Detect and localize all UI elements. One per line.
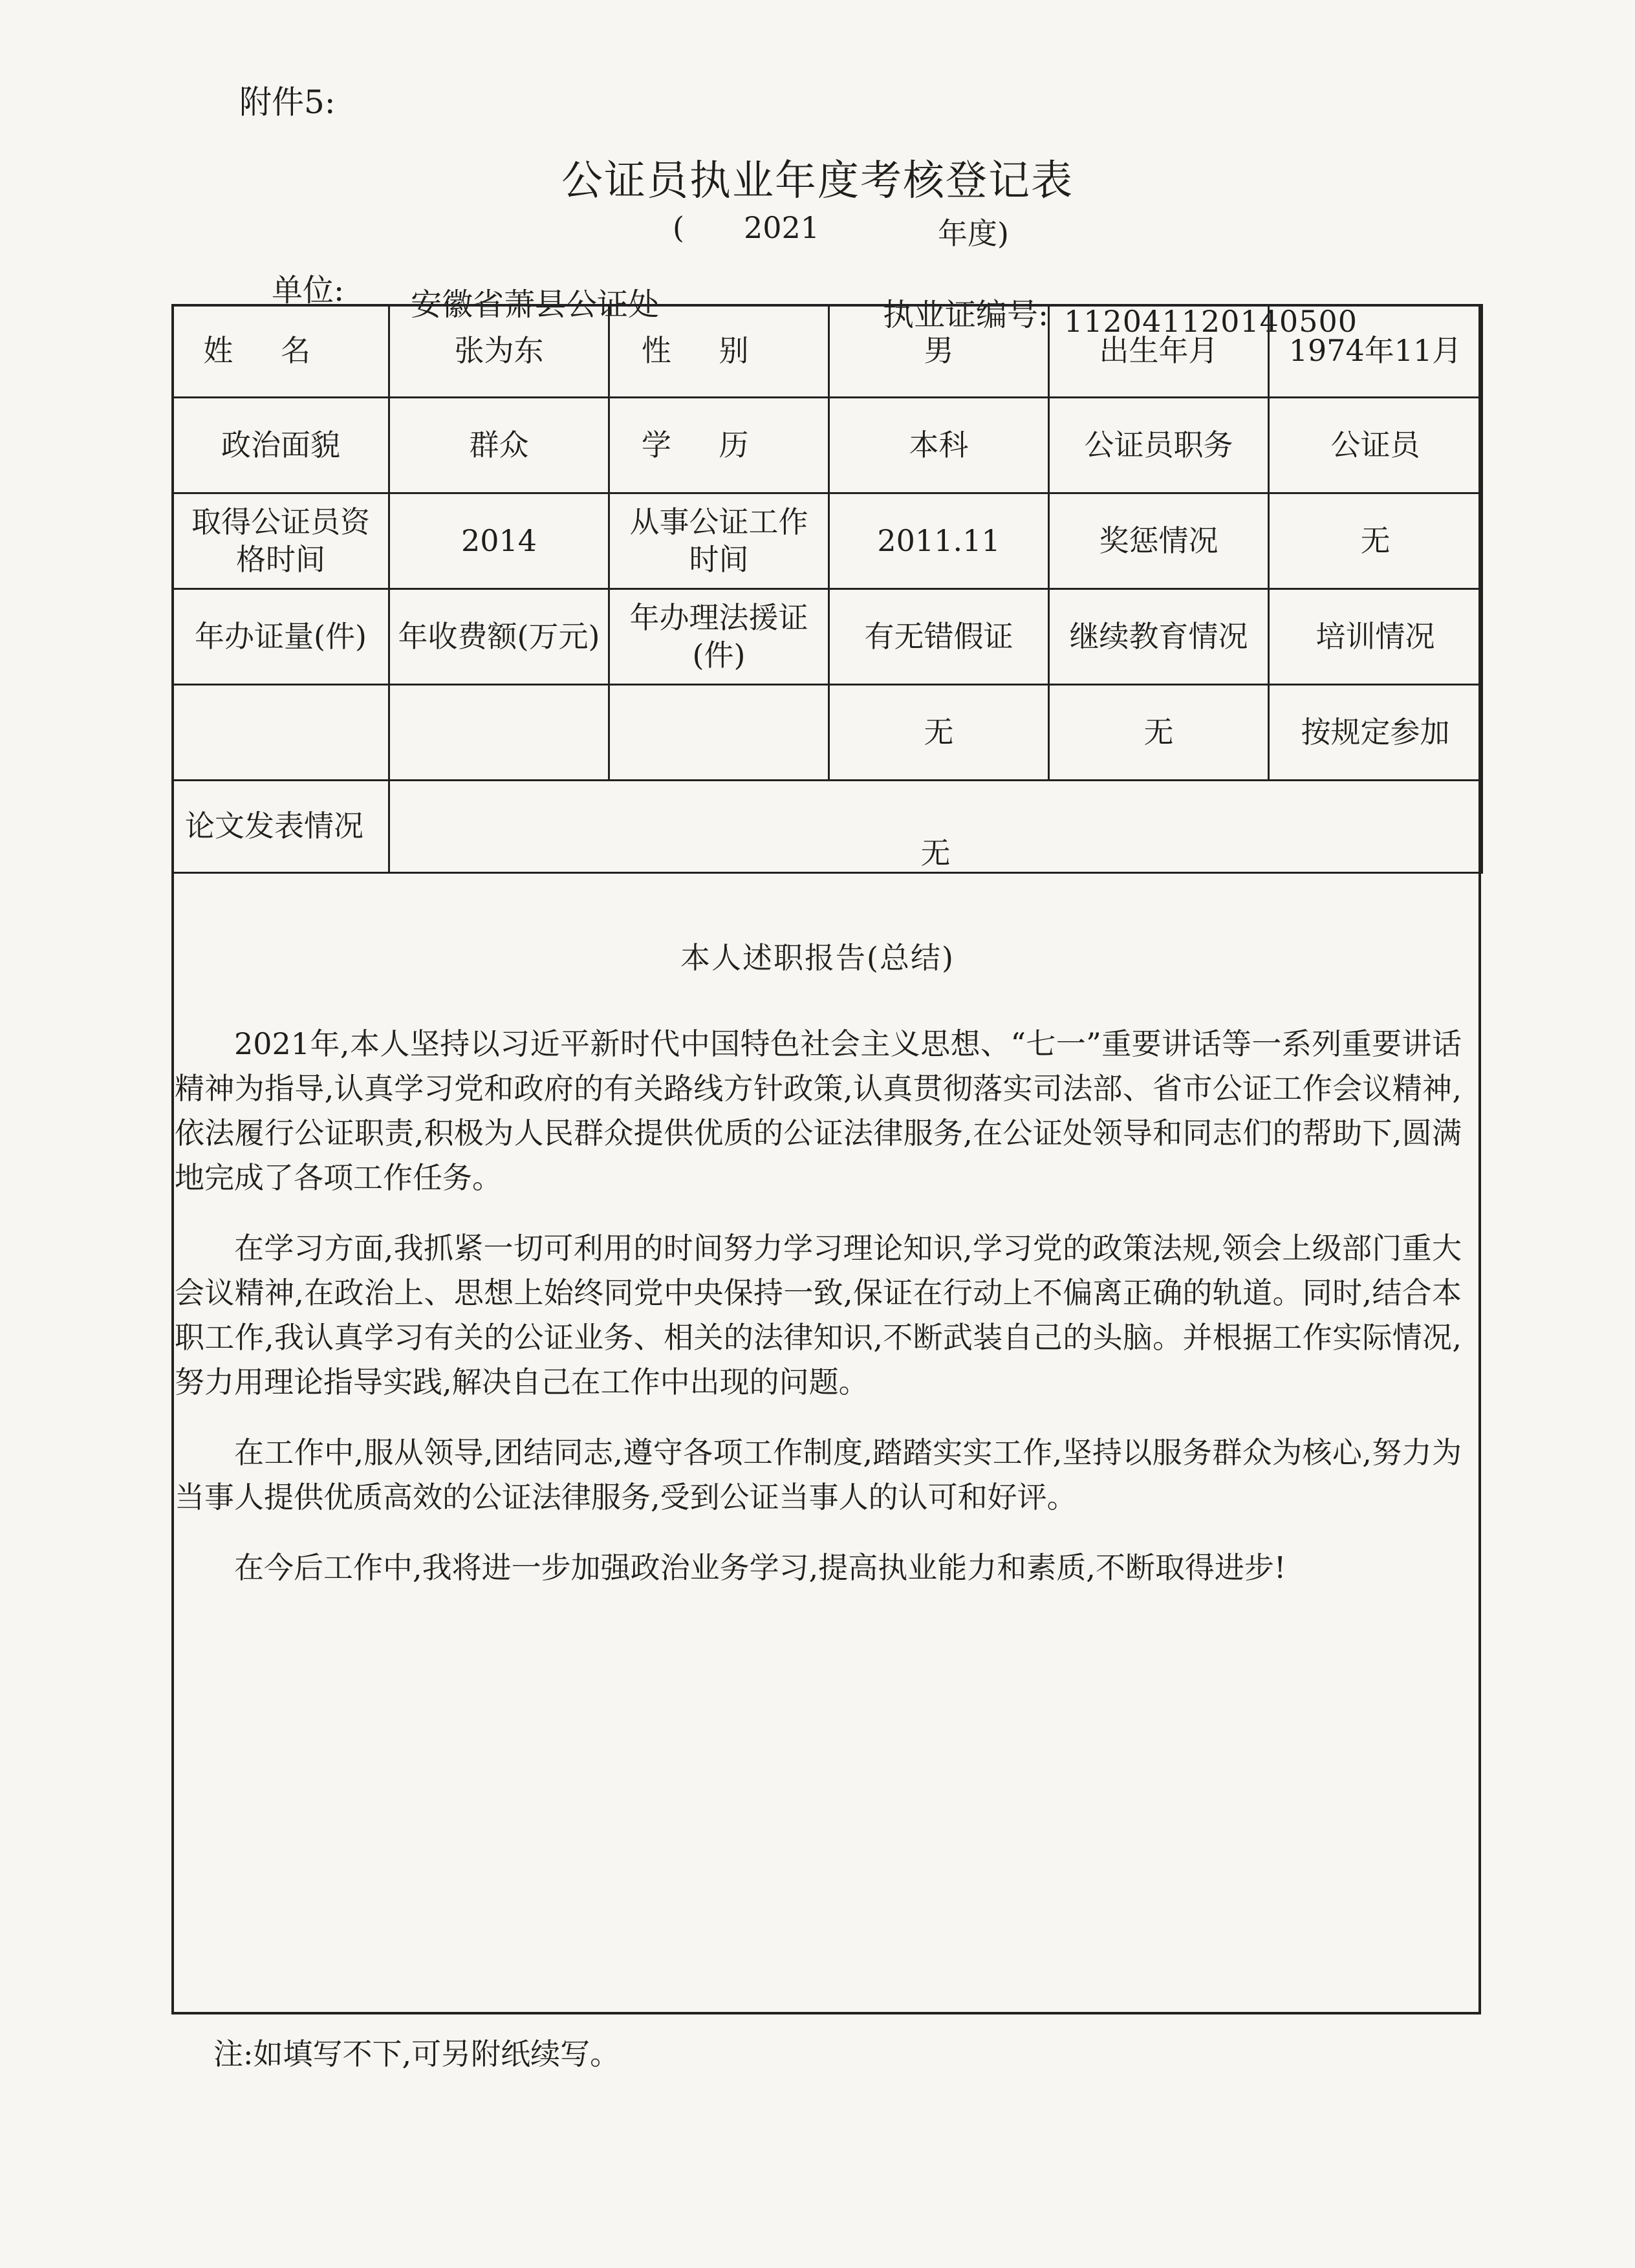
name-label: 姓名 — [173, 305, 389, 398]
table-row — [173, 305, 1482, 398]
position-label: 公证员职务 — [1049, 398, 1269, 493]
annual-fees-value — [389, 685, 609, 781]
rewards-value: 无 — [1269, 493, 1482, 589]
education-value: 本科 — [829, 398, 1049, 493]
work-start-label: 从事公证工作时间 — [609, 493, 829, 589]
table-row — [173, 589, 1482, 685]
education-status-value: 无 — [1049, 685, 1269, 781]
unit-value: 安徽省萧县公证处 — [411, 286, 660, 323]
birth-label: 出生年月 — [1049, 305, 1269, 398]
position-value: 公证员 — [1269, 398, 1482, 493]
footer-note: 注:如填写不下,可另附纸续写。 — [213, 2036, 620, 2071]
false-cert-value: 无 — [829, 685, 1049, 781]
gender-value: 男 — [829, 305, 1049, 398]
table-row — [173, 781, 1482, 873]
gender-label: 性别 — [609, 305, 829, 398]
legal-aid-value — [609, 685, 829, 781]
year-open-paren: ( — [673, 210, 684, 245]
political-status-value: 群众 — [389, 398, 609, 493]
legal-aid-label: 年办理法援证(件) — [609, 589, 829, 685]
rewards-label: 奖惩情况 — [1049, 493, 1269, 589]
training-value: 按规定参加 — [1269, 685, 1482, 781]
political-status-label: 政治面貌 — [173, 398, 389, 493]
info-table — [171, 304, 1483, 874]
training-label: 培训情况 — [1269, 589, 1482, 685]
year-suffix: 年度) — [938, 216, 1009, 251]
annual-fees-label: 年收费额(万元) — [389, 589, 609, 685]
table-row — [173, 493, 1482, 589]
table-row — [173, 398, 1482, 493]
report-heading: 本人述职报告(总结) — [680, 940, 955, 975]
report-paragraph: 2021年,本人坚持以习近平新时代中国特色社会主义思想、“七一”重要讲话等一系列重要讲话精神为指导,认真学习党和政府的有关路线方针政策,认真贯彻落实司法部、省市公证工作会议精神,依法履行公证职责,积极为人民群众提供优质的公证法律服务,在公证处领导和同志们的帮助下,圆满地完成了各项工作任务。 — [175, 1026, 1462, 1195]
table-row — [173, 685, 1482, 781]
report-paragraph: 在工作中,服从领导,团结同志,遵守各项工作制度,踏踏实实工作,坚持以服务群众为核心,努力为当事人提供优质高效的公证法律服务,受到公证当事人的认可和好评。 — [175, 1435, 1462, 1515]
report-body — [175, 1022, 1462, 1616]
attachment-label: 附件5: — [239, 83, 336, 121]
report-paragraph: 在学习方面,我抓紧一切可利用的时间努力学习理论知识,学习党的政策法规,领会上级部门重大会议精神,在政治上、思想上始终同党中央保持一致,保证在行动上不偏离正确的轨道。同时,结合本职工作,我认真学习有关的公证业务、相关的法律知识,不断武装自己的头脑。并根据工作实际情况,努力用理论指导实践,解决自己在工作中出现的问题。 — [175, 1231, 1462, 1399]
cert-number-label: 执业证编号: — [883, 297, 1049, 333]
education-status-label: 继续教育情况 — [1049, 589, 1269, 685]
year-value: 2021 — [744, 210, 820, 245]
false-cert-label: 有无错假证 — [829, 589, 1049, 685]
work-start-value: 2011.11 — [829, 493, 1049, 589]
papers-value: 无 — [389, 781, 1482, 873]
qualification-time-value: 2014 — [389, 493, 609, 589]
annual-cases-value — [173, 685, 389, 781]
report-paragraph: 在今后工作中,我将进一步加强政治业务学习,提高执业能力和素质,不断取得进步! — [234, 1550, 1286, 1585]
annual-cases-label: 年办证量(件) — [173, 589, 389, 685]
unit-label: 单位: — [272, 272, 345, 308]
form-title: 公证员执业年度考核登记表 — [561, 157, 1074, 205]
qualification-time-label: 取得公证员资格时间 — [173, 493, 389, 589]
birth-value: 1974年11月 — [1269, 305, 1482, 398]
papers-label: 论文发表情况 — [173, 781, 389, 873]
cert-number-value: 112041120140500 — [1064, 304, 1358, 339]
education-label: 学历 — [609, 398, 829, 493]
name-value: 张为东 — [389, 305, 609, 398]
